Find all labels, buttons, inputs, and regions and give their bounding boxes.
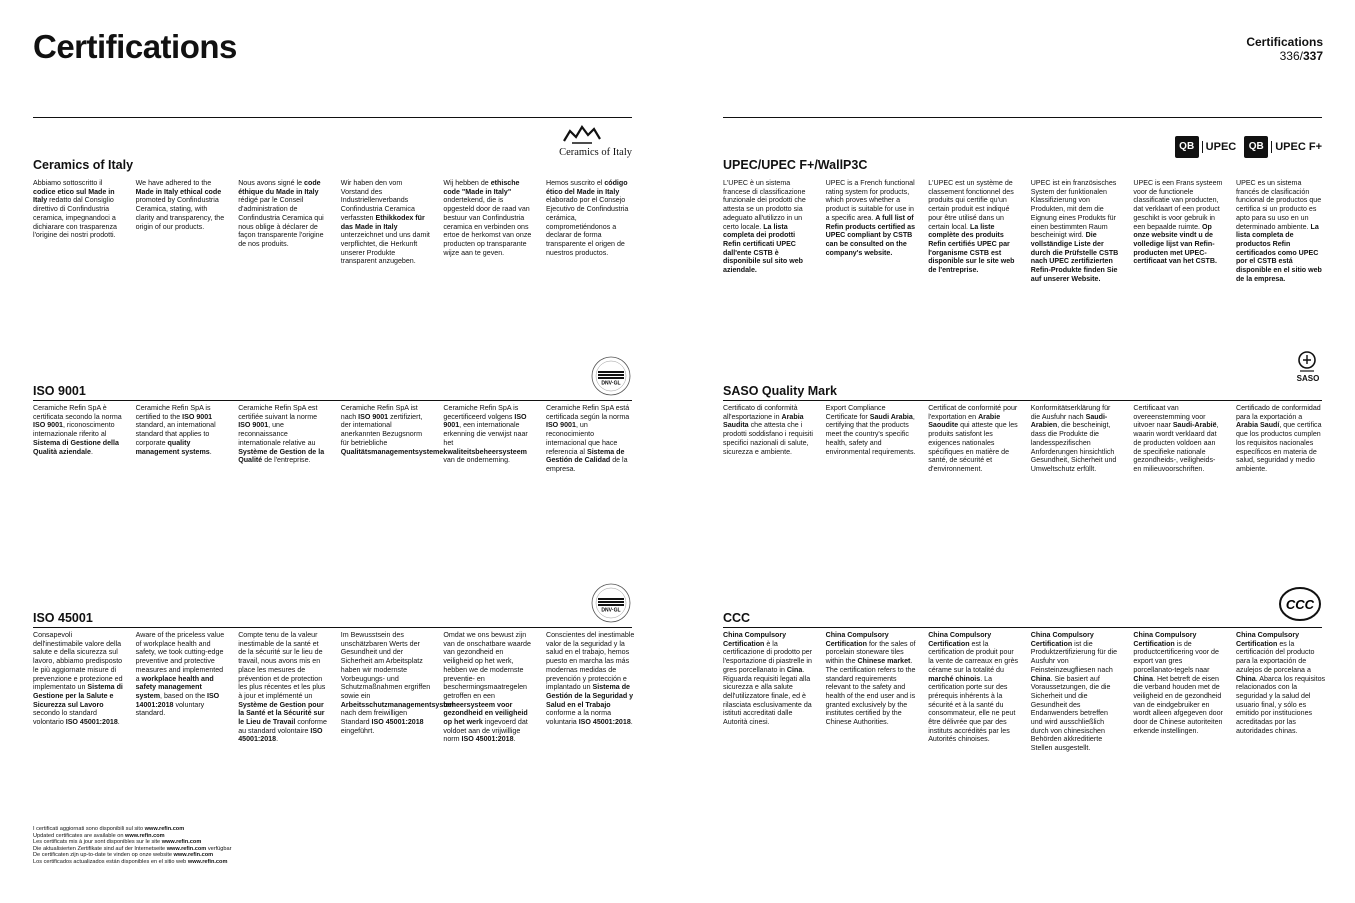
footer-notes: [33, 826, 231, 866]
footer-line-nl: De certificaten zijn up-to-date te vinden op onze website www.refin.com: [33, 852, 214, 859]
text-column-en: Aware of the priceless value of workplace health and safety, we took cutting-edge preventive and protective measures and implemented a workplace health and safety management system, based on the ISO 14001:2018 voluntary standard.: [135, 631, 225, 718]
ccc-logo: [1278, 586, 1322, 622]
section-title: ISO 45001: [33, 611, 93, 625]
ceramics-of-italy-logo: [542, 125, 632, 158]
qb-mark-icon: QB: [1175, 136, 1199, 158]
page-number: [1246, 49, 1323, 63]
dnv-gl-seal-icon: [590, 582, 632, 624]
section-title: CCC: [723, 611, 751, 625]
section-title: SASO Quality Mark: [723, 384, 837, 398]
text-column-de: Konformitätserklärung für die Ausfuhr nach Saudi-Arabien, die bescheinigt, dass die Produkte die landesspezifischen Anforderungen hinsichtlich Gesundheit, Sicherheit und Umweltschutz erfüllt.: [1030, 404, 1117, 473]
section-title: Ceramics of Italy: [33, 158, 134, 172]
section-divider: [723, 627, 1322, 628]
footer-line-es: Los certificados actualizados están disponibles en el sitio web www.refin.com: [33, 858, 228, 865]
saso-logo: [1294, 349, 1322, 383]
page-title: Certifications: [33, 28, 237, 65]
qb-mark-icon: QB: [1244, 136, 1268, 158]
text-column-de: Im Bewusstsein des unschätzbaren Werts der Gesundheit und der Sicherheit am Arbeitsplatz haben wir modernste Vorbeugungs- und Schutzmaßnahmen ergriffen sowie ein Arbeitsschutzmanagementsystem nach dem freiwilligen Standard ISO 45001:2018 eingeführt.: [340, 631, 456, 735]
section-divider: [33, 400, 632, 401]
text-column-it: L'UPEC è un sistema francese di classificazione funzionale dei prodotti che attesta se un prodotto sia adeguato all'utilizzo in un certo locale. La lista completa dei prodotti Refin certificati UPEC dall'ente CSTB è disponibile sul sito web aziendale.: [723, 179, 806, 275]
text-column-nl: Certificaat van overeenstemming voor uitvoer naar Saudi-Arabië, waarin wordt verklaard dat de producten voldoen aan de specifieke nationale gezondheids-, veiligheids- en milieuvoorschriften.: [1133, 404, 1219, 473]
section-divider: [33, 117, 632, 118]
text-column-nl: China Compulsory Certification is de productcertificering voor de export van gres porcellanato-tegels naar China. Het betreft de eisen die verband houden met de veiligheid en de gezondheid van de eindgebruiker en wordt alleen afgegeven door door de Chinese autoriteiten erkende instellingen.: [1133, 631, 1223, 735]
running-section-title: Certifications: [1246, 35, 1323, 49]
text-column-fr: Compte tenu de la valeur inestimable de la santé et de la sécurité sur le lieu de travail, nous avons mis en place les mesures de prévention et de protection les plus récentes et les plus à jour et implémenté un Système de Gestion pour la Santé et la Sécurité sur le Lieu de Travail conforme au standard volontaire ISO 45001:2018.: [238, 631, 327, 744]
saso-emblem-icon: [1294, 349, 1320, 375]
upec-f-plus-logo: [1244, 136, 1322, 158]
text-column-de: UPEC ist ein französisches System der funktionalen Klassifizierung von Produkten, mit dem die Eignung eines Produkts für einen bestimmten Raum bescheinigt wird. Die vollständige Liste der durch die Prüfstelle CSTB nach UPEC zertifizierten Refin-Produkte finden Sie auf unserer Website.: [1030, 179, 1119, 283]
text-column-es: UPEC es un sistema francés de clasificación funcional de productos que certifica si un producto es apto para su uso en un determinado ambiente. La lista completa de productos Refin certificados como UPEC por el CSTB está disponible en el sitio web de la empresa.: [1235, 179, 1322, 283]
page-number-current: 336: [1279, 49, 1300, 63]
text-column-it: China Compulsory Certification è la certificazione di prodotto per l'esportazione di piastrelle in gres porcellanato in Cina. Riguarda requisiti legati alla sicurezza e alla salute dell'utilizzatore finale, ed è rilasciata esclusivamente da istituti accreditati dalle Autorità cinesi.: [723, 631, 813, 727]
text-columns: [33, 631, 636, 744]
text-column-en: China Compulsory Certification for the sales of porcelain stoneware tiles within the Chinese market. The certification refers to the standard requirements relevant to the safety and health of the end user and is granted exclusively by the institutes certified by the Chinese Authorities.: [825, 631, 916, 727]
footer-line-fr: Les certificats mis à jour sont disponibles sur le site www.refin.com: [33, 839, 202, 846]
text-columns: [723, 631, 1326, 753]
ccc-logo-text: CCC: [1285, 597, 1315, 612]
section-divider: [723, 117, 1322, 118]
dnv-gl-logo-text: DNV·GL: [601, 607, 621, 614]
section-divider: [723, 400, 1322, 401]
text-column-nl: Omdat we ons bewust zijn van de onschatbare waarde van gezondheid en veiligheid op het werk, hebben we de modernste preventie- en beschermingsmaatregelen getroffen en een beheersysteem voor gezondheid en veiligheid op het werk ingevoerd dat voldoet aan de vrijwillige norm ISO 45001:2018.: [443, 631, 531, 744]
footer-line-de: Die aktualisierten Zertifikate sind auf der Internetseite www.refin.com verfügbar: [33, 845, 232, 852]
ceramics-of-italy-logo-text: Ceramics of Italy: [559, 147, 632, 158]
upec-logo: [1175, 136, 1237, 158]
page-number-separator: /: [1299, 49, 1303, 63]
text-columns: [723, 179, 1326, 283]
text-column-es: Hemos suscrito el código ético del Made in Italy elaborado por el Consejo Ejecutivo de Confindustria cerámica, comprometiéndonos a declarar de forma transparente el origen de nuestros productos.: [545, 179, 629, 257]
dnv-gl-certification-logo: [590, 582, 632, 624]
text-column-nl: UPEC is een Frans systeem voor de functionele classificatie van producten, dat verklaart of een product geschikt is voor gebruik in een bepaalde ruimte. Op onze website vindt u de volledige lijst van Refin-producten met UPEC-certificaat van het CSTB.: [1133, 179, 1223, 266]
dnv-gl-certification-logo: [590, 355, 632, 397]
text-columns: [33, 179, 636, 266]
ceramics-of-italy-emblem-icon: [562, 125, 602, 147]
page-number-total: 337: [1302, 49, 1323, 63]
footer-line-en: Updated certificates are available on www.refin.com: [33, 832, 165, 839]
text-column-it: Abbiamo sottoscritto il codice etico sul Made in Italy redatto dal Consiglio direttivo di Confindustria ceramica, impegnandoci a dichiarare con trasparenza l'origine dei nostri prodotti.: [33, 179, 117, 240]
text-column-de: Wir haben den vom Vorstand des Industriellenverbands Confindustria Ceramica verfassten Ethikkodex für das Made in Italy unterzeichnet und uns damit verpflichtet, die Herkunft unserer Produkte transparent anzugeben.: [340, 179, 430, 266]
text-column-nl: Wij hebben de ethische code "Made in Italy" ondertekend, die is opgesteld door de raad van bestuur van Confindustria ceramica en verbinden ons ertoe de herkomst van onze producten op transparante wijze aan te geven.: [443, 179, 532, 257]
text-column-es: Certificado de conformidad para la exportación a Arabia Saudí, que certifica que los productos cumplen los requisitos nacionales específicos en materia de salud, seguridad y medio ambiente.: [1235, 404, 1322, 473]
text-column-it: Certificato di conformità all'esportazione in Arabia Saudita che attesta che i prodotti soddisfano i requisiti specifici nazionali di salute, sicurezza e ambiente.: [723, 404, 813, 456]
text-column-fr: China Compulsory Certification est la certification de produit pour la vente de carreaux en grès cérame sur la totalité du marché chinois. La certification porte sur des prérequis inhérents à la sécurité et à la santé du consommateur, elle ne peut être délivrée que par des instituts accrédités par les Autorités chinoises.: [928, 631, 1019, 744]
upec-logos: [1175, 136, 1322, 158]
text-column-de: China Compulsory Certification ist die Produktzertifizierung für die Ausfuhr von Feinsteinzeugfliesen nach China. Sie basiert auf Voraussetzungen, die die Sicherheit und die Gesundheit des Endanwenders betreffen und wird ausschließlich durch von chinesischen Behörden akkreditierte Stellen ausgestellt.: [1030, 631, 1118, 753]
page-header-meta: [1246, 35, 1323, 63]
text-column-fr: L'UPEC est un système de classement fonctionnel des produits qui certifie qu'un certain produit est indiqué pour être utilisé dans un certain local. La liste complète des produits Refin certifiés UPEC par l'organisme CSTB est disponible sur le site web de l'entreprise.: [928, 179, 1015, 275]
saso-logo-text: SASO: [1296, 374, 1320, 383]
section-title: UPEC/UPEC F+/WallP3C: [723, 158, 868, 172]
text-column-de: Ceramiche Refin SpA ist nach ISO 9001 zertifiziert, der international anerkannten Bezugsnorm für betriebliche Qualitätsmanagementsysteme.: [340, 404, 446, 456]
text-columns: [723, 404, 1326, 474]
section-title: ISO 9001: [33, 384, 86, 398]
text-column-en: We have adhered to the Made in Italy ethical code promoted by Confindustria Ceramica, stating, with clarity and transparency, the origin of our products.: [135, 179, 225, 231]
text-column-en: Ceramiche Refin SpA is certified to the ISO 9001 standard, an international standard that applies to corporate quality management systems.: [135, 404, 216, 456]
ccc-mark-icon: [1278, 586, 1322, 622]
text-column-fr: Nous avons signé le code éthique du Made in Italy rédigé par le Conseil d'administration de Confindustria Ceramica qui nous oblige à déclarer de façon transparente l'origine de nos produits.: [238, 179, 324, 248]
text-column-es: China Compulsory Certification es la certificación del producto para la exportación de azulejos de porcelana a China. Abarca los requisitos relacionados con la seguridad y la salud del usuario final, y sólo es emitido por instituciones acreditadas por las autoridades chinas.: [1235, 631, 1326, 735]
text-column-fr: Ceramiche Refin SpA est certifiée suivant la norme ISO 9001, une reconnaissance internationale relative au Système de Gestion de la Qualité de l'entreprise.: [238, 404, 325, 465]
text-column-es: Conscientes del inestimable valor de la seguridad y la salud en el trabajo, hemos puesto en marcha las más modernas medidas de prevención y protección e implantado un Sistema de Gestión de la Seguridad y Salud en el Trabajo conforme a la norma voluntaria ISO 45001:2018.: [545, 631, 635, 727]
text-column-es: Ceramiche Refin SpA está certificada según la norma ISO 9001, un reconocimiento internacional que hace referencia al Sistema de Gestión de Calidad de la empresa.: [545, 404, 630, 473]
text-column-en: UPEC is a French functional rating system for products, which proves whether a product is suitable for use in a specific area. A full list of Refin products certified as UPEC compliant by CSTB can be consulted on the company's website.: [825, 179, 916, 257]
text-column-nl: Ceramiche Refin SpA is gecertificeerd volgens ISO 9001, een internationale erkenning die verwijst naar het kwaliteitsbeheersysteem van de onderneming.: [443, 404, 528, 465]
section-divider: [33, 627, 632, 628]
dnv-gl-logo-text: DNV·GL: [601, 380, 621, 387]
footer-line-it: I certificati aggiornati sono disponibili sul sito www.refin.com: [33, 826, 185, 832]
text-column-it: Ceramiche Refin SpA è certificata secondo la norma ISO 9001, riconoscimento internazionale riferito al Sistema di Gestione della Qualità aziendale.: [33, 404, 122, 456]
text-column-it: Consapevoli dell'inestimabile valore della salute e della sicurezza sul lavoro, abbiamo predisposto le più aggiornate misure di prevenzione e protezione ed implementato un Sistema di Gestione per la Salute e Sicurezza sul Lavoro secondo lo standard volontario ISO 45001:2018.: [33, 631, 123, 727]
dnv-gl-seal-icon: [590, 355, 632, 397]
upec-f-plus-logo-label: UPEC F+: [1271, 141, 1322, 153]
text-column-en: Export Compliance Certificate for Saudi Arabia, certifying that the products meet the country's specific health, safety and environmental requirements.: [825, 404, 916, 456]
text-column-fr: Certificat de conformité pour l'exportation en Arabie Saoudite qui atteste que les produits satisfont les exigences nationales spécifiques en matière de santé, de sécurité et d'environnement.: [928, 404, 1018, 473]
upec-logo-label: UPEC: [1202, 141, 1237, 153]
text-columns: [33, 404, 636, 474]
